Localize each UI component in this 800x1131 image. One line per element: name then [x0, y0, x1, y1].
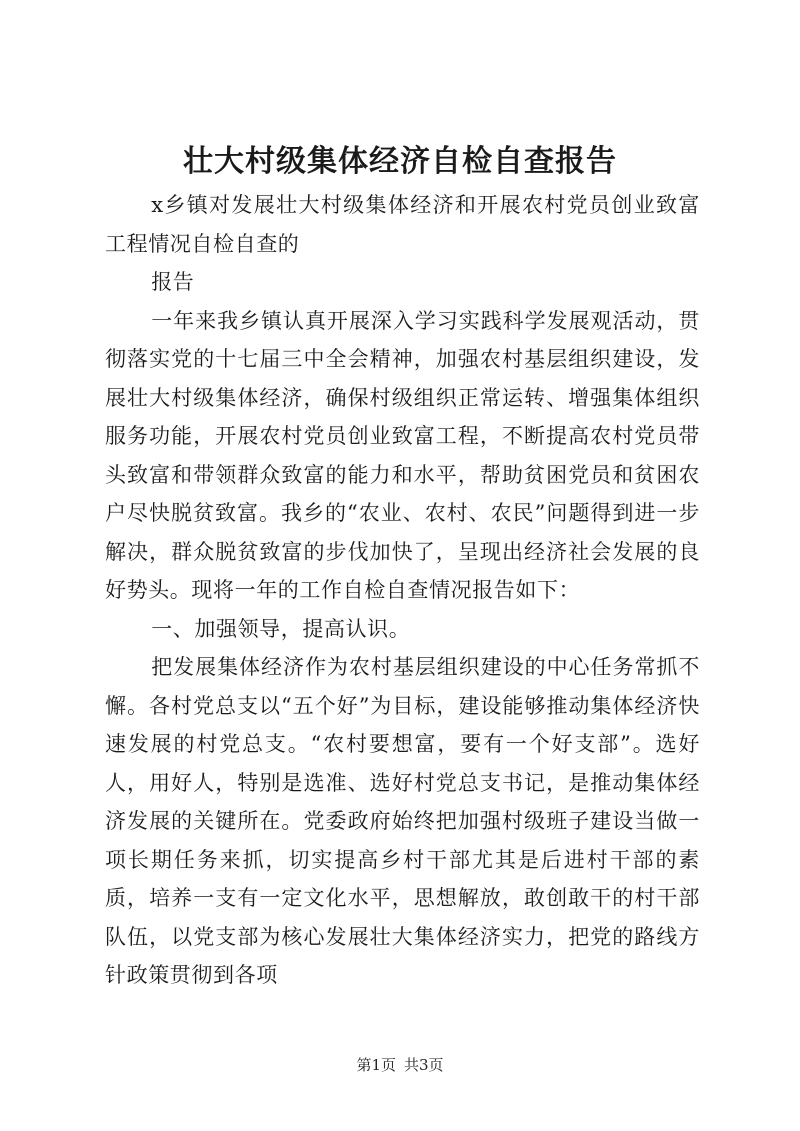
page-total: 共3页 [404, 1056, 444, 1074]
page-number: 第1页 [356, 1056, 396, 1074]
paragraph-section-1: 把发展集体经济作为农村基层组织建设的中心任务常抓不懈。各村党总支以“五个好”为目标，建设能够推动集体经济快速发展的村党总支。“农村要想富，要有一个好支部”。选好人，用好人，特别是选准、选好村党总支书记，是推动集体经济发展的关键所在。党委政府始终把加强村级班子建设当做一项长期任务来抓，切实提高乡村干部尤其是后进村干部的素质，培养一支有一定文化水平，思想解放，敢创敢干的村干部队伍，以党支部为核心发展壮大集体经济实力，把党的路线方针政策贯彻到各项 [105, 655, 700, 987]
paragraph-report-label: 报告 [151, 270, 195, 294]
paragraph-summary: 一年来我乡镇认真开展深入学习实践科学发展观活动，贯彻落实党的十七届三中全会精神，加强农村基层组织建设，发展壮大村级集体经济，确保村级组织正常运转、增强集体组织服务功能，开展农村党员创业致富工程，不断提高农村党员带头致富和带领群众致富的能力和水平，帮助贫困党员和贫困农户尽快脱贫致富。我乡的“农业、农村、农民”问题得到进一步解决，群众脱贫致富的步伐加快了，呈现出经济社会发展的良好势头。现将一年的工作自检自查情况报告如下： [105, 308, 700, 602]
section-heading-1: 一、加强领导，提高认识。 [151, 616, 411, 641]
page-footer [0, 1055, 800, 1075]
document-body [105, 186, 700, 995]
paragraph-intro: x乡镇对发展壮大村级集体经济和开展农村党员创业致富工程情况自检自查的 [105, 193, 700, 256]
page-title: 壮大村级集体经济自检自查报告 [183, 144, 617, 179]
